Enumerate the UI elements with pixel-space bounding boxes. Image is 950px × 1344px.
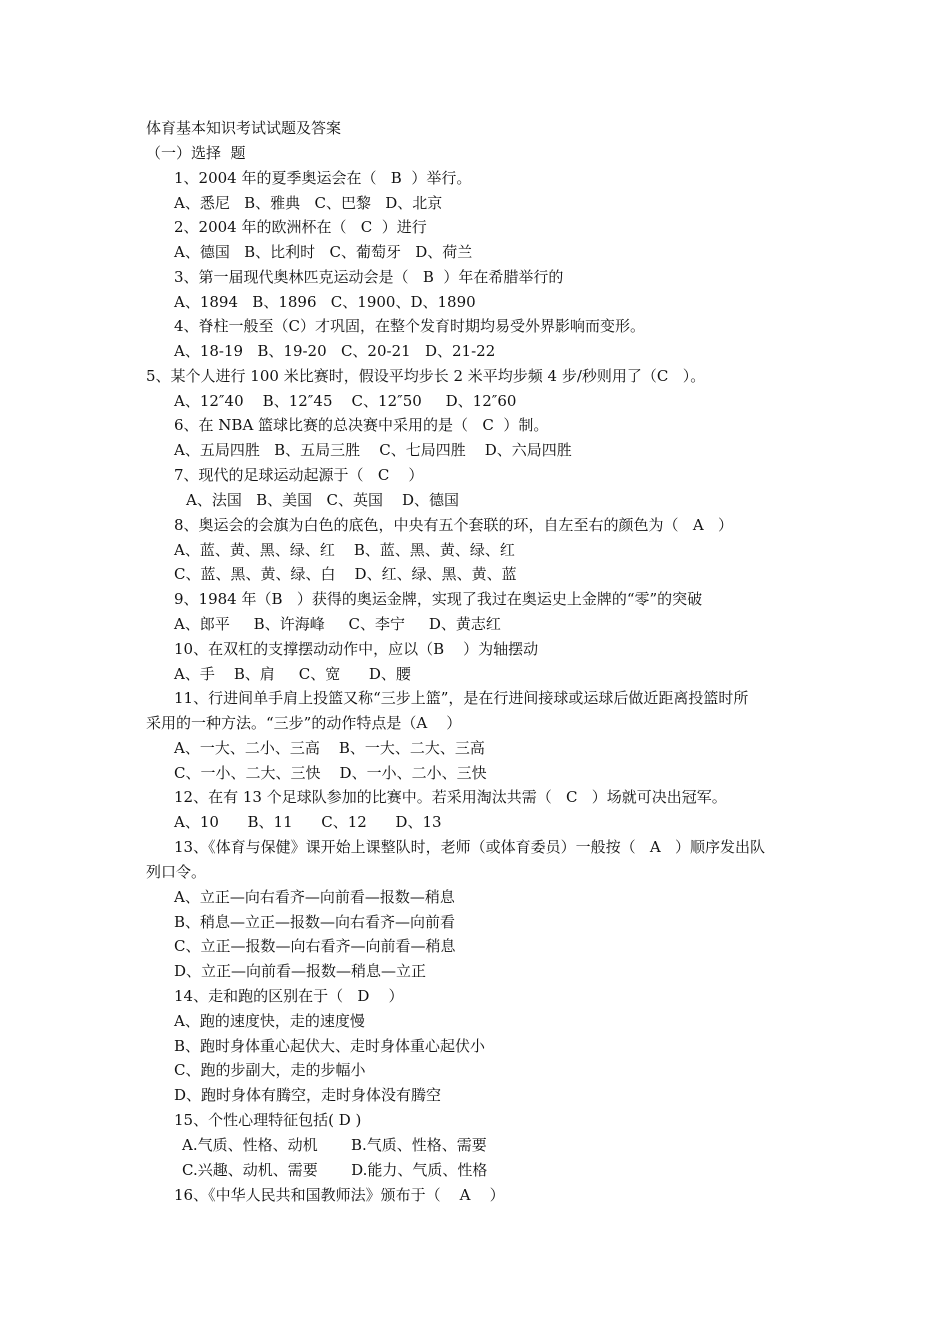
question-1: 1、2004 年的夏季奥运会在（ B ）举行。 — [174, 169, 472, 187]
question-4: 4、脊柱一般至（C）才巩固，在整个发育时期均易受外界影响而变形。 — [174, 317, 646, 335]
options-14d: D、跑时身体有腾空，走时身体没有腾空 — [174, 1086, 442, 1104]
options-7: A、法国 B、美国 C、英国 D、德国 — [186, 491, 460, 509]
options-8b: C、蓝、黑、黄、绿、白 D、红、绿、黑、黄、蓝 — [174, 565, 517, 583]
options-14b: B、跑时身体重心起伏大、走时身体重心起伏小 — [174, 1037, 486, 1055]
question-12: 12、在有 13 个足球队参加的比赛中。若采用淘汰共需（ C ）场就可决出冠军。 — [174, 788, 727, 806]
question-3: 3、第一届现代奥林匹克运动会是（ B ）年在希腊举行的 — [174, 268, 564, 286]
question-2: 2、2004 年的欧洲杯在（ C ）进行 — [174, 218, 427, 236]
doc-title: 体育基本知识考试试题及答案 — [146, 119, 342, 137]
question-14: 14、走和跑的区别在于（ D ） — [174, 987, 404, 1005]
options-15a: A.气质、性格、动机 B.气质、性格、需要 — [182, 1136, 487, 1154]
question-9: 9、1984 年（B ）获得的奥运金牌，实现了我过在奥运史上金牌的“零”的突破 — [174, 590, 703, 608]
options-13a: A、立正—向右看齐—向前看—报数—稍息 — [174, 888, 455, 906]
options-14a: A、跑的速度快，走的速度慢 — [174, 1012, 365, 1030]
options-3: A、1894 B、1896 C、1900、D、1890 — [174, 293, 476, 311]
question-13-line2: 列口令。 — [146, 863, 207, 881]
options-5: A、12″40 B、12″45 C、12″50 D、12″60 — [174, 392, 517, 410]
options-13c: C、立正—报数—向右看齐—向前看—稍息 — [174, 937, 456, 955]
options-12: A、10 B、11 C、12 D、13 — [174, 813, 442, 831]
options-9: A、郎平 B、许海峰 C、李宁 D、黄志红 — [174, 615, 501, 633]
question-15: 15、个性心理特征包括( D ) — [174, 1111, 362, 1129]
question-6: 6、在 NBA 篮球比赛的总决赛中采用的是（ C ）制。 — [174, 416, 549, 434]
options-13b: B、稍息—立正—报数—向右看齐—向前看 — [174, 913, 456, 931]
options-11b: C、一小、二大、三快 D、一小、二小、三快 — [174, 764, 487, 782]
question-11-line2: 采用的一种方法。“三步”的动作特点是（A ） — [146, 714, 462, 732]
options-1: A、悉尼 B、雅典 C、巴黎 D、北京 — [174, 194, 443, 212]
question-10: 10、在双杠的支撑摆动动作中，应以（B ）为轴摆动 — [174, 640, 539, 658]
question-13-line1: 13、《体育与保健》课开始上课整队时，老师（或体育委员）一般按（ A ）顺序发出队 — [174, 838, 766, 856]
question-11-line1: 11、行进间单手肩上投篮又称“三步上篮”，是在行进间接球或运球后做近距离投篮时所 — [174, 689, 749, 707]
options-8a: A、蓝、黄、黑、绿、红 B、蓝、黑、黄、绿、红 — [174, 541, 515, 559]
options-13d: D、立正—向前看—报数—稍息—立正 — [174, 962, 427, 980]
options-4: A、18-19 B、19-20 C、20-21 D、21-22 — [174, 342, 496, 360]
question-16: 16、《中华人民共和国教师法》颁布于（ A ） — [174, 1186, 505, 1204]
options-2: A、德国 B、比利时 C、葡萄牙 D、荷兰 — [174, 243, 473, 261]
question-5: 5、某个人进行 100 米比赛时，假设平均步长 2 米平均步频 4 步/秒则用了（C ）。 — [146, 367, 706, 385]
section-heading: （一）选择 题 — [146, 144, 246, 162]
options-11a: A、一大、二小、三高 B、一大、二大、三高 — [174, 739, 485, 757]
options-14c: C、跑的步副大，走的步幅小 — [174, 1061, 366, 1079]
options-10: A、手 B、肩 C、宽 D、腰 — [174, 665, 411, 683]
options-6: A、五局四胜 B、五局三胜 C、七局四胜 D、六局四胜 — [174, 441, 572, 459]
options-15b: C.兴趣、动机、需要 D.能力、气质、性格 — [182, 1161, 488, 1179]
question-8: 8、奥运会的会旗为白色的底色，中央有五个套联的环，自左至右的颜色为（ A ） — [174, 516, 733, 534]
question-7: 7、现代的足球运动起源于（ C ） — [174, 466, 424, 484]
